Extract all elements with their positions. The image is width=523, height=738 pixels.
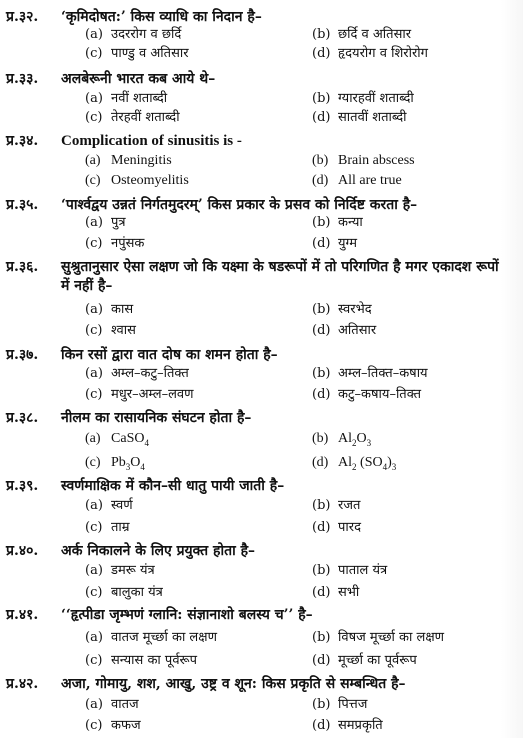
option-d: (d) युग्म — [312, 236, 357, 251]
option-a: (a) अम्ल–कटु–तिक्त — [85, 366, 189, 381]
option-c: (c) Osteomyelitis — [85, 173, 189, 188]
question-number: प्र.३९. — [6, 478, 39, 494]
question-number: प्र.३६. — [6, 259, 39, 275]
option-c: (c) श्वास — [85, 323, 136, 338]
option-a: (a) स्वर्ण — [85, 498, 133, 513]
option-c: (c) पाण्डु व अतिसार — [85, 46, 189, 61]
option-a: (a) वातज — [85, 697, 139, 712]
question-number: प्र.३२. — [6, 9, 39, 25]
question-text: किन रसों द्वारा वात दोष का शमन होता है– — [61, 347, 278, 363]
option-a: (a) नवीं शताब्दी — [85, 91, 168, 106]
question-number: प्र.४०. — [6, 543, 39, 559]
option-a: (a) उदररोग व छर्दि — [85, 27, 182, 42]
question-number: प्र.३३. — [6, 71, 39, 87]
option-b: (b) पाताल यंत्र — [312, 563, 388, 578]
option-b: (b) रजत — [312, 498, 361, 513]
option-d: (d) कटु–कषाय–तिक्त — [312, 387, 422, 402]
question-number: प्र.३४. — [6, 133, 39, 149]
option-a: (a) डमरू यंत्र — [85, 563, 155, 578]
option-c: (c) तेरहवीं शताब्दी — [85, 110, 180, 125]
option-d: (d) $Al_2$ $(SO_4)_3$ — [312, 455, 397, 472]
option-a: (a) वातज मूर्च्छा का लक्षण — [85, 630, 217, 645]
option-d: (d) सभी — [312, 585, 360, 600]
option-d: (d) All are true — [312, 173, 402, 188]
question-text: अजा, गोमायु, शश, आखु, उष्ट्र व शून: किस प्रकृति से सम्बन्धित है– — [61, 676, 406, 692]
option-d: (d) सातवीं शताब्दी — [312, 110, 407, 125]
question-text: ‘पार्श्वद्वय उन्नतं निर्गतमुदरम्’ किस प्रकार के प्रसव को निर्दिष्ट करता है– — [61, 197, 418, 213]
question-text: Complication of sinusitis is - — [61, 133, 242, 149]
option-c: (c) बालुका यंत्र — [85, 585, 163, 600]
question-number: प्र.४२. — [6, 676, 39, 692]
option-d: (d) समप्रकृति — [312, 718, 383, 733]
question-text: ‘‘हृत्पीडा जृम्भणं ग्लानि: संज्ञानाशो बलस्य च’’ है– — [61, 607, 313, 623]
option-a: (a) Meningitis — [85, 153, 172, 168]
page-edge-shadow — [501, 0, 523, 738]
option-b: (b) पित्तज — [312, 697, 368, 712]
question-text: अर्क निकालने के लिए प्रयुक्त होता है– — [61, 543, 256, 559]
question-text: ‘कृमिदोषत:’ किस व्याधि का निदान है– — [61, 9, 262, 25]
option-c: (c) कफज — [85, 718, 141, 733]
formula: $Al_2O_3$ — [338, 431, 372, 448]
question-text: नीलम का रासायनिक संघटन होता है– — [61, 410, 252, 426]
formula: CaSO$_4$ — [111, 431, 149, 448]
question-text: सुश्रुतानुसार ऐसा लक्षण जो कि यक्ष्मा के षडरूपों में तो परिगणित है मगर एकादश रूपों में नहीं है– — [61, 259, 499, 294]
option-b: (b) $Al_2O_3$ — [312, 431, 372, 448]
option-c: (c) सन्यास का पूर्वरूप — [85, 653, 198, 668]
option-c: (c) ताम्र — [85, 520, 130, 535]
option-b: (b) Brain abscess — [312, 153, 415, 168]
question-number: प्र.३७. — [6, 347, 39, 363]
question-number: प्र.३५. — [6, 197, 39, 213]
question-text: स्वर्णमाक्षिक में कौन–सी धातु पायी जाती है– — [61, 478, 285, 494]
question-number: प्र.३८. — [6, 410, 39, 426]
option-c: (c) मधुर–अम्ल–लवण — [85, 387, 194, 402]
question-text: अलबेरूनी भारत कब आये थे– — [61, 71, 216, 87]
option-c: (c) नपुंसक — [85, 236, 145, 251]
question-number: प्र.४१. — [6, 607, 39, 623]
option-b: (b) अम्ल–तिक्त–कषाय — [312, 366, 428, 381]
option-b: (b) विषज मूर्च्छा का लक्षण — [312, 630, 445, 645]
option-b: (b) कन्या — [312, 215, 363, 230]
option-d: (d) हृदयरोग व शिरोरोग — [312, 46, 428, 61]
option-a: (a) कास — [85, 302, 134, 317]
option-a: (a) पुत्र — [85, 215, 126, 230]
option-d: (d) मूर्च्छा का पूर्वरूप — [312, 653, 417, 668]
option-c: (c) $Pb_3O_4$ — [85, 455, 145, 472]
option-b: (b) छर्दि व अतिसार — [312, 27, 412, 42]
option-a: (a) CaSO$_4$ — [85, 431, 149, 448]
formula: $Pb_3O_4$ — [111, 455, 145, 472]
option-d: (d) अतिसार — [312, 323, 377, 338]
option-d: (d) पारद — [312, 520, 361, 535]
option-b: (b) स्वरभेद — [312, 302, 372, 317]
option-b: (b) ग्यारहवीं शताब्दी — [312, 91, 414, 106]
formula: $Al_2$ $(SO_4)_3$ — [338, 455, 397, 472]
